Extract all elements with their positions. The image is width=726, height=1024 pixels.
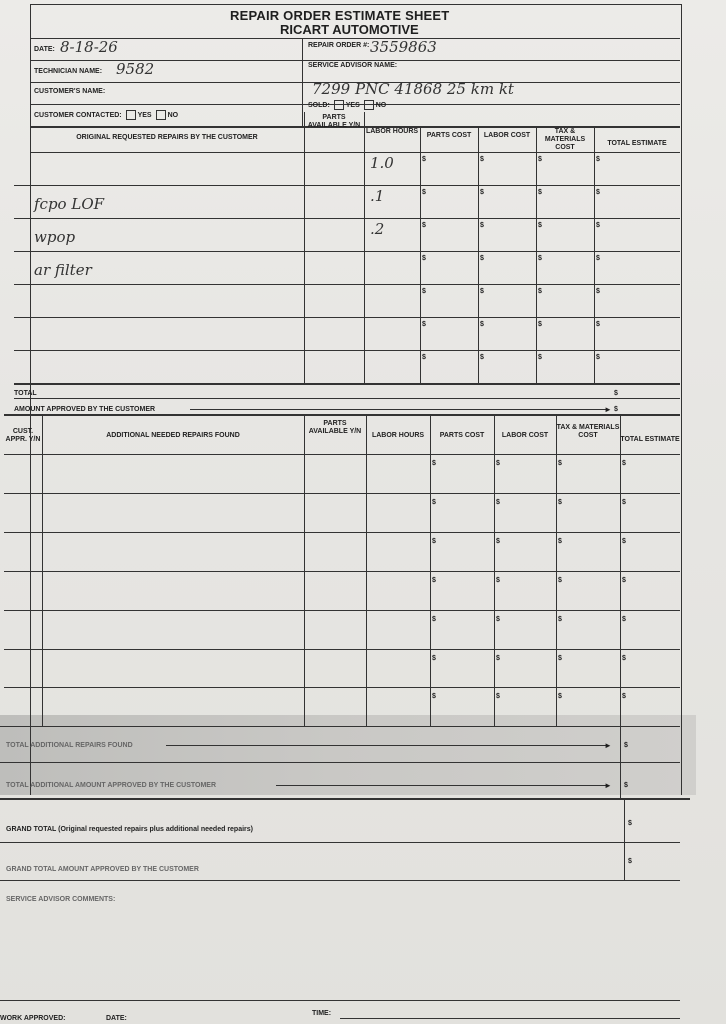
col-divider xyxy=(624,800,625,880)
divider xyxy=(0,762,680,763)
col-parts-cost: PARTS COST xyxy=(426,132,472,139)
original-repair-description[interactable]: ar filter xyxy=(34,261,92,279)
divider xyxy=(14,384,680,385)
footer-time-label: TIME: xyxy=(312,1010,332,1017)
no-label: NO xyxy=(167,111,179,119)
currency-symbol: $ xyxy=(596,354,600,361)
sold-yes-checkbox[interactable] xyxy=(334,100,344,110)
comments-label: SERVICE ADVISOR COMMENTS: xyxy=(6,896,116,903)
currency-symbol: $ xyxy=(538,189,542,196)
currency-symbol: $ xyxy=(496,654,500,662)
currency-symbol: $ xyxy=(496,693,500,701)
form-title: REPAIR ORDER ESTIMATE SHEET xyxy=(230,8,450,23)
currency-symbol: $ xyxy=(496,460,500,467)
repair-order-label: REPAIR ORDER #: xyxy=(308,42,370,49)
currency-symbol: $ xyxy=(538,321,542,328)
currency-symbol: $ xyxy=(558,460,562,467)
date-label: DATE: xyxy=(34,46,55,53)
divider xyxy=(0,726,680,727)
currency-symbol: $ xyxy=(480,255,484,262)
currency-symbol: $ xyxy=(558,498,562,506)
currency-symbol: $ xyxy=(432,537,436,545)
currency-symbol: $ xyxy=(480,354,484,361)
original-labor-hours[interactable]: 1.0 xyxy=(370,154,394,172)
currency-symbol: $ xyxy=(480,288,484,295)
divider xyxy=(0,1000,680,1001)
table-row-divider xyxy=(14,317,680,318)
sold-yes-label: YES xyxy=(345,101,360,109)
arrow-line xyxy=(166,745,608,746)
contacted-yes-checkbox[interactable] xyxy=(126,110,136,120)
total-additional-found-label: TOTAL ADDITIONAL REPAIRS FOUND xyxy=(6,742,133,749)
col-parts-cost-2: PARTS COST xyxy=(439,432,485,439)
currency-symbol: $ xyxy=(558,576,562,584)
original-labor-hours[interactable]: .2 xyxy=(370,220,385,238)
arrow-head-icon: ► xyxy=(604,405,612,414)
service-advisor-label: SERVICE ADVISOR NAME: xyxy=(308,62,398,69)
contacted-no-checkbox[interactable] xyxy=(156,110,166,120)
technician-label: TECHNICIAN NAME: xyxy=(34,68,103,75)
currency-symbol: $ xyxy=(480,222,484,229)
currency-symbol: $ xyxy=(422,189,426,196)
currency-symbol: $ xyxy=(422,288,426,295)
currency-symbol: $ xyxy=(432,654,436,662)
col-divider xyxy=(420,126,421,384)
col-divider xyxy=(594,126,595,384)
col-total-estimate-2: TOTAL ESTIMATE xyxy=(620,436,680,443)
table-row-divider xyxy=(14,350,680,351)
col-total-estimate: TOTAL ESTIMATE xyxy=(607,140,667,147)
amount-approved-label: AMOUNT APPROVED BY THE CUSTOMER xyxy=(14,406,156,413)
currency-symbol: $ xyxy=(496,576,500,584)
col-labor-hours: LABOR HOURS xyxy=(365,128,419,135)
col-labor-cost-2: LABOR COST xyxy=(501,432,549,439)
table-row-divider xyxy=(14,251,680,252)
original-repair-description[interactable]: wpop xyxy=(34,228,76,246)
currency-symbol: $ xyxy=(622,576,626,584)
additional-repair-cell[interactable] xyxy=(42,649,304,688)
sold-row xyxy=(308,100,386,110)
col-divider xyxy=(364,112,365,384)
grand-total-approved-label: GRAND TOTAL AMOUNT APPROVED BY THE CUSTOMER xyxy=(6,866,199,873)
divider xyxy=(4,414,680,416)
comments-area[interactable] xyxy=(0,906,680,998)
currency-symbol: $ xyxy=(558,537,562,545)
company-name: RICART AUTOMOTIVE xyxy=(280,22,419,37)
currency-symbol: $ xyxy=(432,693,436,701)
col-original-description: ORIGINAL REQUESTED REPAIRS BY THE CUSTOMER xyxy=(76,134,258,141)
col-labor-cost: LABOR COST xyxy=(483,132,531,139)
vehicle-note[interactable]: 7299 PNC 41868 25 km kt xyxy=(312,80,514,98)
currency-symbol: $ xyxy=(596,321,600,328)
col-labor-hours-2: LABOR HOURS xyxy=(371,432,425,439)
original-repair-description[interactable]: fcpo LOF xyxy=(34,195,105,213)
currency-symbol: $ xyxy=(596,189,600,196)
form-body xyxy=(0,4,680,1024)
currency-symbol: $ xyxy=(422,156,426,163)
footer-date-label: DATE: xyxy=(106,1015,127,1022)
divider xyxy=(14,398,680,399)
sold-no-label: NO xyxy=(375,101,387,109)
work-approved-label: WORK APPROVED: xyxy=(0,1015,66,1022)
grand-approved-dollar: $ xyxy=(628,858,632,865)
table-row-divider xyxy=(14,218,680,219)
currency-symbol: $ xyxy=(496,615,500,623)
original-labor-hours[interactable]: .1 xyxy=(370,187,385,205)
grand-total-dollar: $ xyxy=(628,820,632,827)
col-tax-materials-2: TAX & MATERIALS COST xyxy=(556,424,620,439)
currency-symbol: $ xyxy=(596,156,600,163)
currency-symbol: $ xyxy=(422,321,426,328)
col-divider xyxy=(304,112,305,384)
currency-symbol: $ xyxy=(596,222,600,229)
yes-label: YES xyxy=(137,111,152,119)
currency-symbol: $ xyxy=(622,460,626,467)
additional-repair-cell[interactable] xyxy=(42,532,304,571)
currency-symbol: $ xyxy=(480,189,484,196)
divider xyxy=(302,38,303,128)
col-parts-available-2: PARTS AVAILABLE Y/N xyxy=(308,420,362,435)
additional-repair-cell[interactable] xyxy=(42,687,304,726)
currency-symbol: $ xyxy=(622,654,626,662)
total-additional-approved-label: TOTAL ADDITIONAL AMOUNT APPROVED BY THE CUSTOMER xyxy=(6,782,217,789)
currency-symbol: $ xyxy=(496,498,500,506)
repair-order-value[interactable]: 3559863 xyxy=(370,38,437,56)
currency-symbol: $ xyxy=(422,222,426,229)
col-divider xyxy=(620,414,621,798)
divider xyxy=(0,842,680,843)
date-value[interactable]: 8-18-26 xyxy=(60,38,118,56)
col-cust-appr: CUST. APPR. Y/N xyxy=(5,428,41,443)
additional-repair-cell[interactable] xyxy=(42,454,304,493)
currency-symbol: $ xyxy=(496,537,500,545)
divider xyxy=(30,38,680,39)
grand-total-label: GRAND TOTAL (Original requested repairs plus additional needed repairs) xyxy=(6,826,253,833)
divider xyxy=(0,880,680,881)
currency-symbol: $ xyxy=(622,615,626,623)
currency-symbol: $ xyxy=(422,255,426,262)
currency-symbol: $ xyxy=(538,156,542,163)
col-tax-materials: TAX & MATERIALS COST xyxy=(544,128,586,151)
currency-symbol: $ xyxy=(558,615,562,623)
arrow-head-icon: ► xyxy=(604,741,612,750)
currency-symbol: $ xyxy=(558,654,562,662)
currency-symbol: $ xyxy=(422,354,426,361)
currency-symbol: $ xyxy=(622,498,626,506)
currency-symbol: $ xyxy=(432,615,436,623)
technician-value[interactable]: 9582 xyxy=(116,60,155,78)
sold-label: SOLD: xyxy=(308,101,330,109)
total-approved-dollar: $ xyxy=(624,782,628,789)
currency-symbol: $ xyxy=(622,537,626,545)
currency-symbol: $ xyxy=(538,255,542,262)
arrow-line xyxy=(276,785,608,786)
additional-repair-cell[interactable] xyxy=(42,571,304,610)
time-line[interactable] xyxy=(340,1018,680,1019)
currency-symbol: $ xyxy=(432,498,436,506)
additional-repair-cell[interactable] xyxy=(42,493,304,532)
total-dollar: $ xyxy=(614,390,618,397)
col-parts-available: PARTS AVAILABLE Y/N xyxy=(307,114,361,129)
currency-symbol: $ xyxy=(480,321,484,328)
currency-symbol: $ xyxy=(596,255,600,262)
table-row-divider xyxy=(14,185,680,186)
divider xyxy=(0,798,690,800)
currency-symbol: $ xyxy=(480,156,484,163)
approved-dollar: $ xyxy=(614,406,618,413)
col-divider xyxy=(478,126,479,384)
table-row-divider xyxy=(14,284,680,285)
currency-symbol: $ xyxy=(432,460,436,467)
currency-symbol: $ xyxy=(432,576,436,584)
col-additional-description: ADDITIONAL NEEDED REPAIRS FOUND xyxy=(106,432,240,439)
customer-contacted-row xyxy=(34,110,178,120)
arrow-line xyxy=(190,409,608,410)
currency-symbol: $ xyxy=(596,288,600,295)
total-found-dollar: $ xyxy=(624,742,628,749)
currency-symbol: $ xyxy=(622,693,626,701)
total-label: TOTAL xyxy=(14,390,37,397)
additional-repair-cell[interactable] xyxy=(42,610,304,649)
sold-no-checkbox[interactable] xyxy=(364,100,374,110)
currency-symbol: $ xyxy=(558,693,562,701)
currency-symbol: $ xyxy=(538,354,542,361)
divider xyxy=(30,152,680,153)
currency-symbol: $ xyxy=(538,288,542,295)
col-divider xyxy=(536,126,537,384)
customer-contacted-label: CUSTOMER CONTACTED: xyxy=(34,111,122,119)
customer-name-label: CUSTOMER'S NAME: xyxy=(34,88,106,95)
currency-symbol: $ xyxy=(538,222,542,229)
arrow-head-icon: ► xyxy=(604,781,612,790)
